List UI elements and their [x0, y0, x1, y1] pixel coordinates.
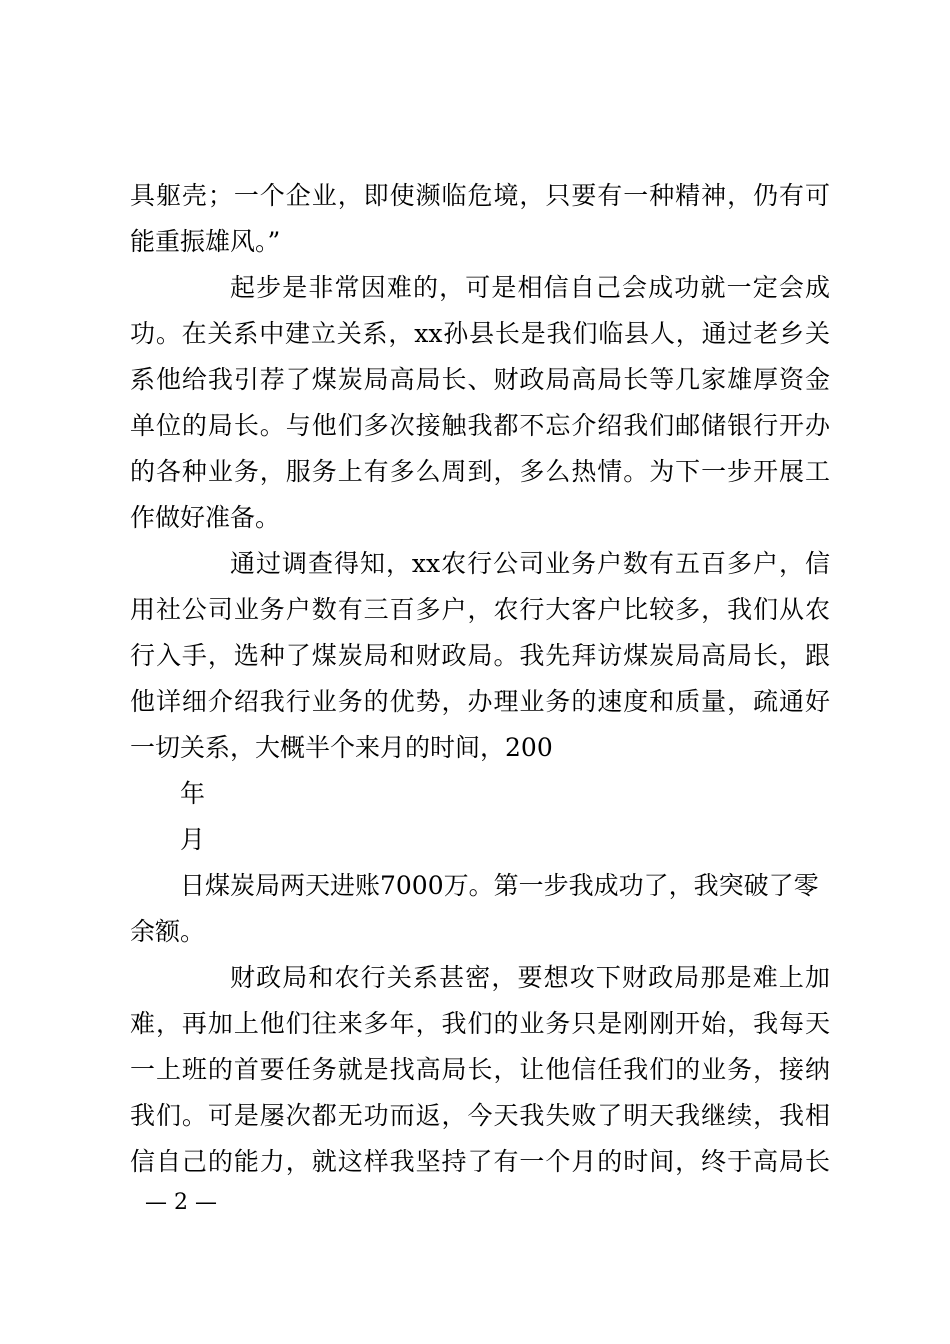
text-line: 作做好准备。 [130, 503, 281, 532]
text-line: 系他给我引荐了煤炭局高局长、财政局高局长等几家雄厚资金 [130, 365, 830, 394]
text-line: 具躯壳；一个企业，即使濒临危境，只要有一种精神，仍有可 [130, 181, 830, 210]
text-line: 通过调查得知，xx农行公司业务户数有五百多户，信 [230, 549, 830, 578]
text-line: 能重振雄风。” [130, 227, 281, 256]
text-line: 行入手，选种了煤炭局和财政局。我先拜访煤炭局高局长，跟 [130, 641, 830, 670]
text-line: 起步是非常因难的，可是相信自己会成功就一定会成 [230, 273, 830, 302]
text-line: 日煤炭局两天进账7000万。第一步我成功了，我突破了零 [180, 871, 819, 900]
text-line: 的各种业务，服务上有多么周到，多么热情。为下一步开展工 [130, 457, 830, 486]
text-line: 年 [180, 779, 206, 808]
text-line: 一上班的首要任务就是找高局长，让他信任我们的业务，接纳 [130, 1055, 830, 1084]
text-line: 功。在关系中建立关系，xx孙县长是我们临县人，通过老乡关 [130, 319, 830, 348]
text-line: 余额。 [130, 917, 206, 946]
page-number: — 2 — [145, 1190, 217, 1215]
text-line: 我们。可是屡次都无功而返，今天我失败了明天我继续，我相 [130, 1101, 830, 1130]
text-line: 一切关系，大概半个来月的时间，200 [130, 733, 553, 762]
text-line: 难，再加上他们往来多年，我们的业务只是刚刚开始，我每天 [130, 1009, 830, 1038]
text-line: 单位的局长。与他们多次接触我都不忘介绍我们邮储银行开办 [130, 411, 830, 440]
text-line: 用社公司业务户数有三百多户，农行大客户比较多，我们从农 [130, 595, 830, 624]
text-line: 月 [180, 825, 206, 854]
text-line: 信自己的能力，就这样我坚持了有一个月的时间，终于高局长 [130, 1147, 830, 1176]
text-line: 财政局和农行关系甚密，要想攻下财政局那是难上加 [230, 963, 830, 992]
text-line: 他详细介绍我行业务的优势，办理业务的速度和质量，疏通好 [130, 687, 830, 716]
